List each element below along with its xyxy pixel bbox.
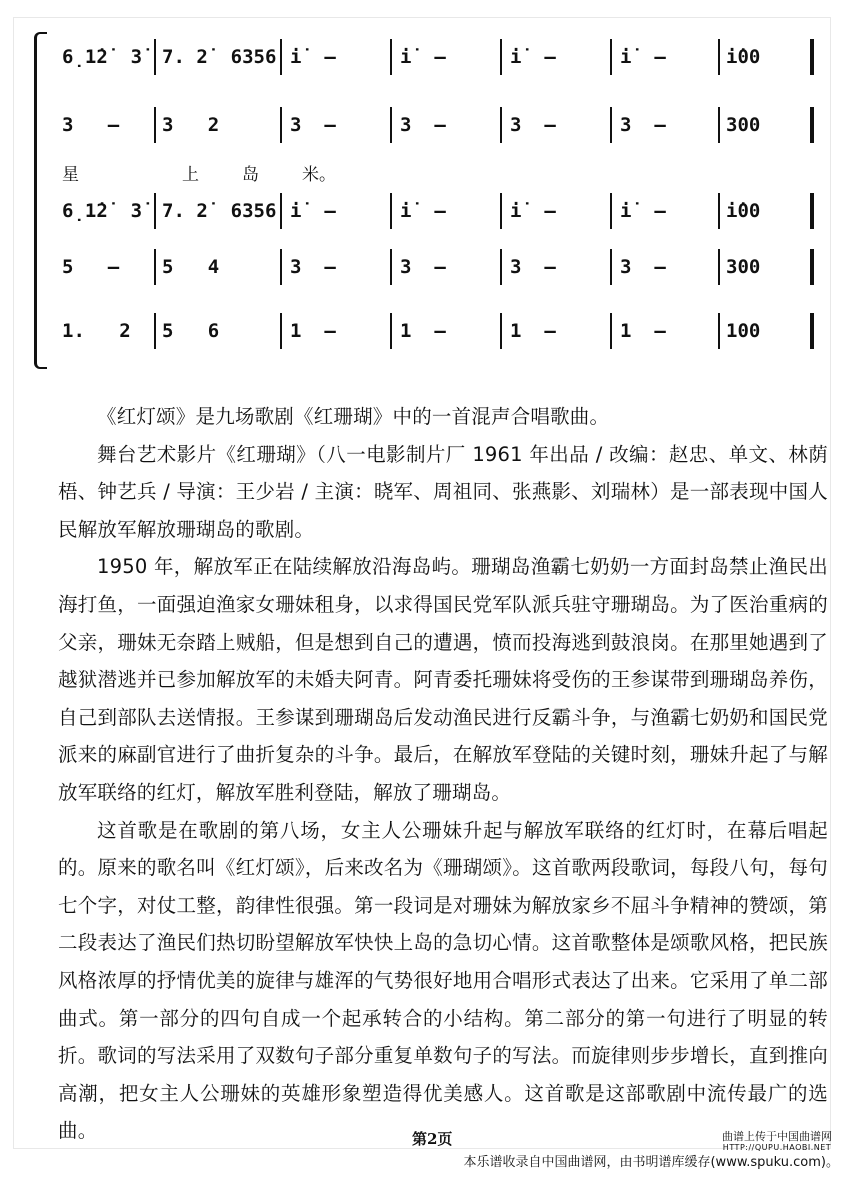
score-measure: 3 – (62, 114, 120, 136)
paragraph: 舞台艺术影片《红珊瑚》（八一电影制片厂 1961 年出品 / 改编：赵忠、单文、林荫梧、钟艺兵 / 导演：王少岩 / 主演：晓军、周祖同、张燕影、刘瑞林）是一部表现中国人民解放军解放珊瑚岛的歌剧。 (58, 442, 828, 541)
bar-line (610, 313, 612, 349)
score-measure: i̇ – (510, 200, 556, 222)
article-body (58, 398, 828, 1150)
score-measure: 1. 2 (62, 320, 131, 342)
bar-line (500, 313, 502, 349)
bar-line (154, 313, 156, 349)
bar-line (390, 107, 392, 143)
score-row (14, 188, 830, 234)
paragraph: 1950 年，解放军正在陆续解放沿海岛屿。珊瑚岛渔霸七奶奶一方面封岛禁止渔民出海打鱼，一面强迫渔家女珊妹租身，以求得国民党军队派兵驻守珊瑚岛。为了医治重病的父亲，珊妹无奈踏上贼船，但是想到自己的遭遇，愤而投海逃到鼓浪岗。在那里她遇到了越狱潜逃并已参加解放军的未婚夫阿青。阿青委托珊妹将受伤的王参谋带到珊瑚岛养伤，自己到部队去送情报。王参谋到珊瑚岛后发动渔民进行反霸斗争，与渔霸七奶奶和国民党派来的麻副官进行了曲折复杂的斗争。最后，在解放军登陆的关键时刻，珊妹升起了与解放军联络的红灯，解放军胜利登陆，解放了珊瑚岛。 (58, 555, 828, 804)
stamp-line1: 曲谱上传于中国曲谱网 (722, 1130, 832, 1143)
score-measure: 3 – (290, 256, 336, 278)
score-measure: i̇ – (400, 46, 446, 68)
score-measure: 300 (726, 256, 761, 278)
lyric-word: 米。 (302, 165, 336, 185)
score-measure: 3 – (620, 114, 666, 136)
bar-line (154, 193, 156, 229)
lyric-word: 岛 (242, 165, 259, 185)
numbered-score (14, 18, 830, 363)
footer-note: 本乐谱收录自中国曲谱网，由书明谱库缓存(www.spuku.com)。 (463, 1155, 839, 1170)
bar-line (280, 193, 282, 229)
bar-line (610, 249, 612, 285)
score-measure: i̇ – (620, 46, 666, 68)
bar-line (718, 193, 720, 229)
score-measure: 100 (726, 320, 761, 342)
score-measure: 3 – (620, 256, 666, 278)
bar-line (500, 193, 502, 229)
score-measure: 5 4 (162, 256, 220, 278)
score-measure: i̇ – (620, 200, 666, 222)
paragraph: 这首歌是在歌剧的第八场，女主人公珊妹升起与解放军联络的红灯时，在幕后唱起的。原来的歌名叫《红灯颂》，后来改名为《珊瑚颂》。这首歌两段歌词，每段八句，每句七个字，对仗工整，韵律性很强。第一段词是对珊妹为解放家乡不屈斗争精神的赞颂，第二段表达了渔民们热切盼望解放军快快上岛的急切心情。这首歌整体是颂歌风格，把民族风格浓厚的抒情优美的旋律与雄浑的气势很好地用合唱形式表达了出来。它采用了单二部曲式。第一部分的四句自成一个起承转合的小结构。第二部分的第一句进行了明显的转折。歌词的写法采用了双数句子部分重复单数句子的写法。而旋律则步步增长，直到推向高潮，把女主人公珊妹的英雄形象塑造得优美感人。这首歌是这部歌剧中流传最广的选曲。 (58, 818, 828, 1143)
score-measure: 3 – (510, 256, 556, 278)
lyric-word: 星 (62, 165, 79, 185)
score-measure: 7. 2̇ 6356 (162, 46, 277, 68)
bar-line (610, 193, 612, 229)
bar-line (280, 107, 282, 143)
document-page (14, 18, 832, 1152)
score-measure: 6̣1̇2̇ 3̇ (62, 46, 143, 68)
bar-line (154, 107, 156, 143)
bar-line (390, 313, 392, 349)
score-row (14, 244, 830, 290)
score-measure: i̇ – (510, 46, 556, 68)
score-row (14, 308, 830, 354)
score-measure: 3 – (290, 114, 336, 136)
end-bar-line (810, 39, 814, 75)
page-number: 第2页 (412, 1130, 453, 1148)
end-bar-line (810, 313, 814, 349)
stamp-line2: HTTP://QUPU.HAOBI.NET (722, 1143, 832, 1152)
score-measure: i̇00 (726, 46, 761, 68)
score-measure: 3 – (400, 114, 446, 136)
bar-line (718, 39, 720, 75)
score-measure: 3 – (400, 256, 446, 278)
bar-line (280, 313, 282, 349)
score-measure: 300 (726, 114, 761, 136)
score-measure: i̇ – (290, 200, 336, 222)
score-measure: 1 – (290, 320, 336, 342)
score-measure: 1 – (620, 320, 666, 342)
score-measure: i̇ – (400, 200, 446, 222)
lyric-word: 上 (182, 165, 199, 185)
bar-line (500, 107, 502, 143)
bar-line (390, 39, 392, 75)
score-measure: 7. 2̇ 6356 (162, 200, 277, 222)
score-measure: i̇00 (726, 200, 761, 222)
bar-line (610, 39, 612, 75)
score-measure: 3 – (510, 114, 556, 136)
bar-line (718, 249, 720, 285)
end-bar-line (810, 107, 814, 143)
score-measure: i̇ – (290, 46, 336, 68)
score-row (14, 102, 830, 148)
score-row (14, 34, 830, 80)
bar-line (390, 193, 392, 229)
end-bar-line (810, 249, 814, 285)
bar-line (500, 39, 502, 75)
score-measure: 1 – (400, 320, 446, 342)
end-bar-line (810, 193, 814, 229)
bar-line (610, 107, 612, 143)
bar-line (500, 249, 502, 285)
bar-line (390, 249, 392, 285)
score-measure: 5 – (62, 256, 120, 278)
score-measure: 6̣1̇2̇ 3̇ (62, 200, 143, 222)
bar-line (280, 39, 282, 75)
bar-line (154, 39, 156, 75)
score-measure: 5 6 (162, 320, 220, 342)
bar-line (280, 249, 282, 285)
score-measure: 1 – (510, 320, 556, 342)
score-measure: 3 2 (162, 114, 220, 136)
paragraph: 《红灯颂》是九场歌剧《红珊瑚》中的一首混声合唱歌曲。 (97, 405, 610, 428)
bar-line (154, 249, 156, 285)
bar-line (718, 313, 720, 349)
bar-line (718, 107, 720, 143)
